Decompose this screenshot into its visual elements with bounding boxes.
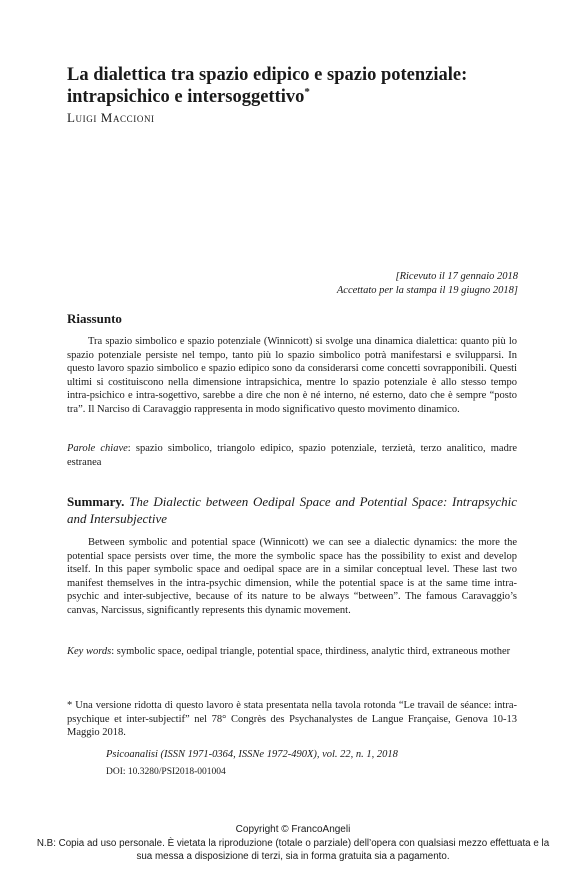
keywords-label: Parole chiave <box>67 443 128 454</box>
usage-notice: N.B: Copia ad uso personale. È vietata la riproduzione (totale o parziale) dell’opera con qualsiasi mezzo effettuata e la sua messa a disposizione di terzi, sia in forma gratuita sia a pagamento. <box>36 838 550 862</box>
journal-citation: Psicoanalisi (ISSN 1971-0364, ISSNe 1972-490X), vol. 22, n. 1, 2018 <box>106 749 398 760</box>
footnote-text: Una versione ridotta di questo lavoro è stata presentata nella tavola rotonda “Le travail de séance: intra-psychique et inter-subjectif” nel 78° Congrès des Psychanalystes de Langue Française, Genova 10-13 Maggio 2018. <box>67 700 517 739</box>
summary-label: Summary. <box>67 494 125 509</box>
accepted-date: Accettato per la stampa il 19 giugno 2018] <box>336 285 518 296</box>
title-footnote-mark: * <box>304 85 310 98</box>
article-title-text: La dialettica tra spazio edipico e spazio potenziale: intrapsichico e intersoggettivo <box>67 65 468 107</box>
summary-body: Between symbolic and potential space (Winnicott) we can see a dialectic dynamics: the more the potential space persists over time, the more the symbolic space has the possibility to exist and develop itself. In this paper symbolic space and oedipal space are in a similar conceptual level. These last two manifest themselves in the intra-psychic dimension, while the potential space is at the same time intra-psychic and inter-subjective, because of its nature to be always “between”. The famous Caravaggio’s canvas, Narcissus, significantly represents this dynamic movement. <box>67 537 517 616</box>
summary-heading <box>67 493 517 527</box>
keywords-label-en: Key words <box>67 646 112 657</box>
footnote-mark: * <box>67 700 73 711</box>
keywords-text: : spazio simbolico, triangolo edipico, spazio potenziale, terzietà, terzo analitico, madre estranea <box>67 443 517 468</box>
footnote <box>67 699 517 740</box>
article-title <box>67 64 537 108</box>
riassunto-heading: Riassunto <box>67 311 122 326</box>
summary-title: The Dialectic between Oedipal Space and Potential Space: Intrapsychic and Intersubjective <box>67 494 518 526</box>
author-name: Luigi Maccioni <box>67 110 155 125</box>
doi: DOI: 10.3280/PSI2018-001004 <box>106 767 226 777</box>
keywords-italian <box>67 442 517 469</box>
received-date: [Ricevuto il 17 gennaio 2018 <box>395 271 518 282</box>
keywords-english <box>67 645 517 659</box>
keywords-text-en: : symbolic space, oedipal triangle, potential space, thirdiness, analytic third, extraneous mother <box>111 646 511 657</box>
copyright-notice: Copyright © FrancoAngeli <box>235 824 351 835</box>
riassunto-body: Tra spazio simbolico e spazio potenziale (Winnicott) si svolge una dinamica dialettica: quanto più lo spazio potenziale persiste nel tempo, tanto più lo spazio simbolico potrà manifestarsi e svilupparsi. In questo lavoro spazio simbolico e spazio edipico sono da considerarsi come concetti sovrapponibili. Questi ultimi si costituiscono nella dimensione intrapsichica, mentre lo spazio potenziale è allo stesso tempo intra-psichico e intra-sogettivo, sarebbe a dire che non è né interno, né esterno, dato che è sempre “posto tra”. Il Narciso di Caravaggio rappresenta in modo significativo questo movimento dinamico. <box>67 336 517 415</box>
dates-block <box>218 270 518 298</box>
